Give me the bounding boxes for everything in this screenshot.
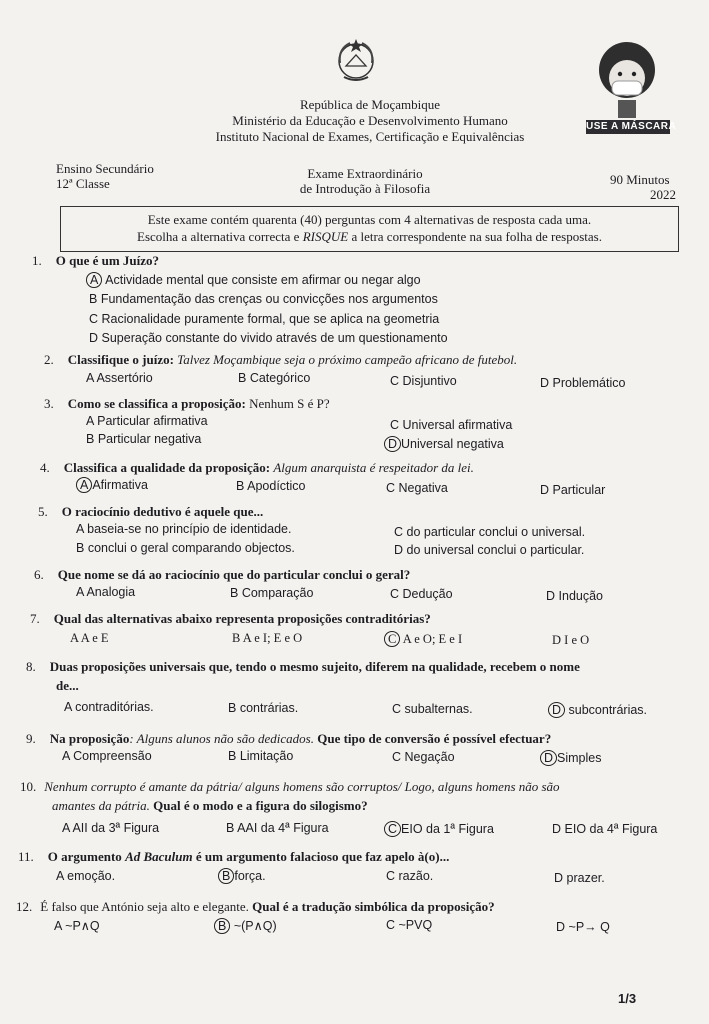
q5-option-d[interactable]: D do universal conclui o particular.	[394, 543, 585, 557]
q4-option-d[interactable]: D Particular	[540, 483, 606, 497]
question-3: 3. Como se classifica a proposição: Nenhum S é P?	[44, 396, 330, 411]
mask-character-icon	[596, 40, 658, 120]
q7-option-c[interactable]: C A e O; E e I	[384, 631, 462, 647]
q2-option-b[interactable]: B Categórico	[238, 371, 311, 385]
q9-option-d[interactable]: D Simples	[540, 750, 602, 766]
q6-option-d[interactable]: D Indução	[546, 589, 603, 603]
mask-banner: USE A MÁSCARA	[586, 121, 677, 132]
q10-option-c[interactable]: C EIO da 1ª Figura	[384, 821, 494, 837]
q2-option-c[interactable]: C Disjuntivo	[390, 374, 457, 388]
q8-option-d[interactable]: D subcontrárias.	[548, 702, 647, 718]
q11-option-c[interactable]: C razão.	[386, 869, 434, 883]
year-label: 2022	[650, 187, 676, 202]
instructions-line-2: Escolha a alternativa correcta e RISQUE a letra correspondente na sua folha de respostas.	[137, 229, 602, 244]
q10-option-b[interactable]: B AAI da 4ª Figura	[226, 821, 329, 835]
emblem-icon	[330, 33, 382, 85]
level-label: Ensino Secundário	[56, 161, 154, 176]
q9-option-b[interactable]: B Limitação	[228, 749, 294, 763]
question-7: 7. Qual das alternativas abaixo representa proposições contraditórias?	[30, 611, 431, 626]
q5-option-b[interactable]: B conclui o geral comparando objectos.	[76, 541, 295, 555]
q4-option-c[interactable]: C Negativa	[386, 481, 448, 495]
q8-option-b[interactable]: B contrárias.	[228, 701, 299, 715]
question-6: 6. Que nome se dá ao raciocínio que do particular conclui o geral?	[34, 567, 411, 582]
q7-option-a[interactable]: A A e E	[70, 631, 109, 645]
q8-option-a[interactable]: A contraditórias.	[64, 700, 154, 714]
instructions-line-1: Este exame contém quarenta (40) perguntas com 4 alternativas de resposta cada uma.	[147, 212, 592, 227]
q8-option-c[interactable]: C subalternas.	[392, 702, 473, 716]
question-8-continued: de...	[56, 678, 79, 693]
q2-option-d[interactable]: D Problemático	[540, 376, 626, 390]
question-5: 5. O raciocínio dedutivo é aquele que...	[38, 504, 264, 519]
question-12: 12. É falso que António seja alto e elegante. Qual é a tradução simbólica da proposição?	[16, 899, 495, 914]
q1-option-a[interactable]: A Actividade mental que consiste em afirmar ou negar algo	[86, 272, 421, 288]
q9-option-a[interactable]: A Compreensão	[62, 749, 152, 763]
question-2: 2. Classifique o juízo: Talvez Moçambique seja o próximo campeão africano de futebol.	[44, 352, 518, 367]
q11-option-d[interactable]: D prazer.	[554, 871, 605, 885]
question-10: 10. Nenhum corrupto é amante da pátria/ alguns homens são corruptos/ Logo, alguns homens não são	[20, 779, 560, 794]
q4-option-b[interactable]: B Apodíctico	[236, 479, 306, 493]
question-11: 11. O argumento Ad Baculum é um argumento falacioso que faz apelo à(o)...	[18, 849, 450, 864]
q12-option-d[interactable]: D ~P→ Q	[556, 920, 610, 934]
q2-option-a[interactable]: A Assertório	[86, 371, 153, 385]
page-number: 1/3	[618, 991, 637, 1006]
q12-option-a[interactable]: A ~P∧Q	[54, 919, 100, 933]
q5-option-c[interactable]: C do particular conclui o universal.	[394, 525, 586, 539]
republic-title: República de Moçambique	[299, 97, 441, 112]
q12-option-c[interactable]: C ~PVQ	[386, 918, 433, 932]
q1-option-c[interactable]: C Racionalidade puramente formal, que se aplica na geometria	[89, 312, 440, 326]
q7-option-d[interactable]: D I e O	[552, 633, 590, 647]
subject-label: de Introdução à Filosofia	[299, 181, 431, 196]
question-9: 9. Na proposição: Alguns alunos não são dedicados. Que tipo de conversão é possível efectuar?	[26, 731, 552, 746]
q4-option-a[interactable]: A Afirmativa	[76, 477, 148, 493]
q11-option-b[interactable]: B força.	[218, 868, 266, 884]
q1-option-b[interactable]: B Fundamentação das crenças ou convicções nos argumentos	[89, 292, 438, 306]
q3-option-a[interactable]: A Particular afirmativa	[86, 414, 208, 428]
q3-option-c[interactable]: C Universal afirmativa	[390, 418, 513, 432]
q1-option-d[interactable]: D Superação constante do vivido através de um questionamento	[89, 331, 448, 345]
q6-option-a[interactable]: A Analogia	[76, 585, 136, 599]
q10-option-a[interactable]: A AII da 3ª Figura	[62, 821, 160, 835]
ministry-title: Ministério da Educação e Desenvolvimento Humano	[232, 113, 508, 128]
duration-label: 90 Minutos	[610, 172, 670, 187]
q5-option-a[interactable]: A baseia-se no princípio de identidade.	[76, 522, 292, 536]
q3-option-d[interactable]: D Universal negativa	[384, 436, 504, 452]
question-1: 1. O que é um Juízo?	[32, 253, 160, 268]
question-8: 8. Duas proposições universais que, tendo o mesmo sujeito, diferem na qualidade, recebem o nome	[26, 659, 580, 674]
q9-option-c[interactable]: C Negação	[392, 750, 455, 764]
question-10-continued: amantes da pátria. Qual é o modo e a figura do silogismo?	[52, 798, 368, 813]
q3-option-b[interactable]: B Particular negativa	[86, 432, 202, 446]
q11-option-a[interactable]: A emoção.	[56, 869, 116, 883]
grade-label: 12ª Classe	[56, 176, 110, 191]
q7-option-b[interactable]: B A e I; E e O	[232, 631, 303, 645]
q10-option-d[interactable]: D EIO da 4ª Figura	[552, 822, 658, 836]
q6-option-c[interactable]: C Dedução	[390, 587, 453, 601]
institute-title: Instituto Nacional de Exames, Certificação e Equivalências	[215, 129, 525, 144]
question-4: 4. Classifica a qualidade da proposição: Algum anarquista é respeitador da lei.	[40, 460, 474, 475]
exam-type-label: Exame Extraordinário	[307, 166, 423, 181]
q6-option-b[interactable]: B Comparação	[230, 586, 314, 600]
q12-option-b[interactable]: B ~(P∧Q)	[214, 918, 277, 934]
